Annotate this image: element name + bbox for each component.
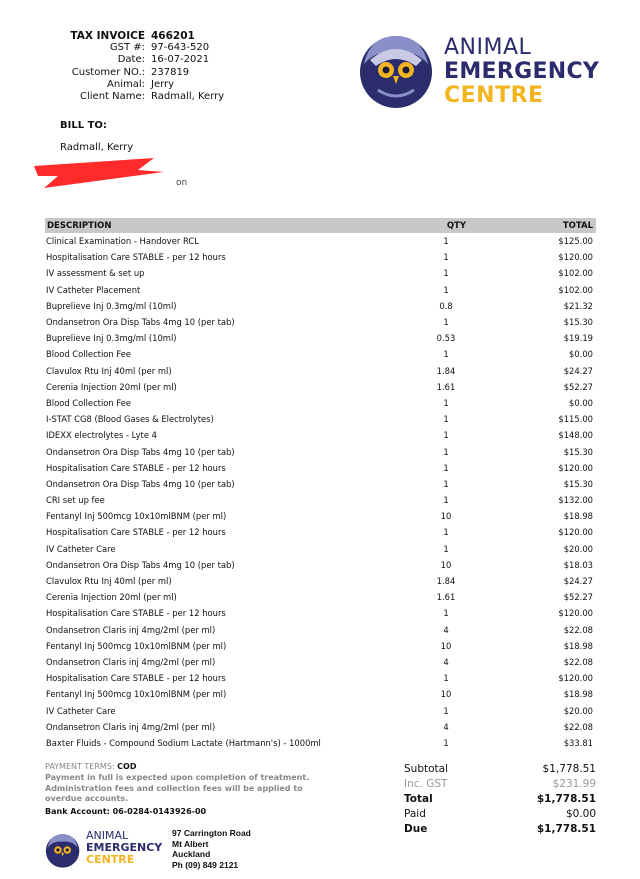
row-total: $15.30 [563, 446, 593, 457]
redaction-mark [34, 152, 164, 190]
table-body [45, 233, 596, 751]
row-total: $18.98 [563, 689, 593, 700]
row-total: $21.32 [563, 300, 593, 311]
row-total: $19.19 [563, 333, 593, 344]
row-qty: 10 [440, 640, 452, 651]
company-logo [356, 30, 600, 110]
tax-invoice-label: TAX INVOICE [70, 30, 145, 42]
row-total: $22.08 [563, 721, 593, 732]
row-description: Baxter Fluids - Compound Sodium Lactate (Hartmann's) - 1000ml [46, 737, 321, 748]
row-description: Ondansetron Claris inj 4mg/2ml (per ml) [46, 656, 216, 667]
table-row [45, 427, 596, 443]
address-line-1: 97 Carrington Road [172, 828, 251, 838]
customer-no: 237819 [151, 66, 190, 78]
row-description: Buprelieve Inj 0.3mg/ml (10ml) [46, 300, 177, 311]
table-row [45, 330, 596, 346]
table-row [45, 379, 596, 395]
bank-account: Bank Account: 06-0284-0143926-00 [45, 807, 207, 817]
row-qty: 0.8 [439, 300, 453, 311]
clinic-phone: Ph (09) 849 2121 [172, 859, 239, 870]
row-total: $15.30 [563, 317, 593, 328]
table-row [45, 346, 596, 362]
table-row [45, 460, 596, 476]
row-total: $18.98 [563, 511, 593, 522]
row-description: Hospitalisation Care STABLE - per 12 hours [46, 252, 226, 263]
row-description: Ondansetron Ora Disp Tabs 4mg 10 (per tab) [46, 478, 235, 489]
row-total: $15.30 [563, 478, 593, 489]
row-description: Cerenia Injection 20ml (per ml) [46, 381, 177, 392]
row-total: $18.98 [563, 640, 593, 651]
animal-name: Jerry [151, 78, 175, 90]
row-qty: 1 [443, 737, 449, 748]
table-row [45, 298, 596, 314]
row-qty: 4 [443, 656, 449, 667]
due-row [404, 822, 596, 837]
table-row [45, 686, 596, 702]
row-description: Hospitalisation Care STABLE - per 12 hours [46, 673, 226, 684]
row-description: IV Catheter Care [46, 705, 116, 716]
header-qty: QTY [446, 220, 466, 231]
due-value: $1,778.51 [536, 823, 596, 835]
row-total: $22.08 [563, 624, 593, 635]
animal-label: Animal: [107, 78, 145, 90]
bill-to-partial-text: on [176, 178, 188, 188]
subtotal-label: Subtotal [404, 763, 448, 775]
table-row [45, 524, 596, 540]
row-qty: 1.61 [436, 381, 456, 392]
row-total: $0.00 [569, 349, 593, 360]
footer-logo-centre: CENTRE [86, 853, 135, 866]
footer-logo [44, 828, 174, 870]
row-total: $20.00 [563, 543, 593, 554]
owl-icon [356, 30, 442, 110]
row-qty: 1 [443, 349, 449, 360]
gst-number: 97-643-520 [151, 42, 210, 54]
client-name-label: Client Name: [80, 91, 145, 103]
row-total: $102.00 [558, 268, 593, 279]
row-total: $120.00 [558, 608, 593, 619]
table-row [45, 702, 596, 718]
paid-label: Paid [404, 808, 426, 820]
total-row [404, 792, 596, 807]
table-row [45, 670, 596, 686]
table-row [45, 249, 596, 265]
table-row [45, 541, 596, 557]
row-qty: 10 [440, 689, 452, 700]
totals-block [404, 762, 596, 837]
row-qty: 1 [443, 430, 449, 441]
inc-gst-label: Inc. GST [404, 778, 448, 790]
row-qty: 10 [440, 511, 452, 522]
row-total: $148.00 [558, 430, 593, 441]
customer-no-label: Customer NO.: [71, 66, 145, 78]
row-description: IV Catheter Care [46, 543, 116, 554]
row-total: $33.81 [563, 737, 593, 748]
total-label: Total [404, 793, 433, 805]
header-total: TOTAL [562, 220, 593, 231]
row-total: $120.00 [558, 673, 593, 684]
table-row [45, 443, 596, 459]
table-row [45, 654, 596, 670]
tax-invoice-row [70, 30, 224, 42]
row-description: Ondansetron Claris inj 4mg/2ml (per ml) [46, 624, 216, 635]
row-description: IV Catheter Placement [46, 284, 141, 295]
invoice-header [70, 30, 224, 103]
table-row [45, 605, 596, 621]
row-qty: 1 [443, 446, 449, 457]
row-description: Clinical Examination - Handover RCL [46, 236, 199, 247]
table-header [45, 218, 596, 233]
gst-row [70, 42, 224, 54]
table-row [45, 719, 596, 735]
gst-label: GST #: [109, 42, 145, 54]
logo-line-animal: ANIMAL [444, 35, 532, 60]
row-description: Blood Collection Fee [46, 397, 132, 408]
animal-row [70, 79, 224, 91]
table-row [45, 363, 596, 379]
table-row [45, 233, 596, 249]
row-total: $120.00 [558, 462, 593, 473]
table-row [45, 573, 596, 589]
row-description: Ondansetron Ora Disp Tabs 4mg 10 (per tab) [46, 317, 235, 328]
row-qty: 1 [443, 284, 449, 295]
table-row [45, 638, 596, 654]
row-total: $120.00 [558, 527, 593, 538]
footer-logo-animal: ANIMAL [86, 829, 129, 842]
inc-gst-value: $231.99 [552, 778, 596, 790]
row-qty: 4 [443, 721, 449, 732]
client-name-row [70, 91, 224, 103]
footer-logo-emergency: EMERGENCY [86, 841, 163, 854]
customer-no-row [70, 67, 224, 79]
table-row [45, 492, 596, 508]
table-row [45, 589, 596, 605]
date-row [70, 54, 224, 66]
footer-logo-wordmark [86, 830, 162, 866]
row-description: Cerenia Injection 20ml (per ml) [46, 592, 177, 603]
table-row [45, 282, 596, 298]
row-description: Hospitalisation Care STABLE - per 12 hours [46, 527, 226, 538]
row-total: $24.27 [563, 365, 593, 376]
row-total: $52.27 [563, 592, 593, 603]
row-qty: 1 [443, 608, 449, 619]
logo-wordmark [444, 36, 599, 108]
row-description: I-STAT CG8 (Blood Gases & Electrolytes) [46, 414, 214, 425]
due-label: Due [404, 823, 428, 835]
payment-terms-label: PAYMENT TERMS: [45, 762, 115, 771]
invoice-date: 16-07-2021 [151, 54, 210, 66]
row-qty: 1 [443, 268, 449, 279]
row-qty: 10 [440, 559, 452, 570]
row-description: Hospitalisation Care STABLE - per 12 hours [46, 608, 226, 619]
row-description: IDEXX electrolytes - Lyte 4 [46, 430, 157, 441]
bill-to-name: Radmall, Kerry [60, 142, 134, 153]
line-items-table [45, 218, 596, 751]
row-qty: 1.84 [436, 576, 456, 587]
row-total: $22.08 [563, 656, 593, 667]
paid-row [404, 807, 596, 822]
row-total: $0.00 [569, 397, 593, 408]
payment-note-1: Payment in full is expected upon completion of treatment. [45, 772, 310, 782]
payment-note-2: Administration fees and collection fees will be applied to [45, 783, 303, 793]
subtotal-value: $1,778.51 [542, 763, 596, 775]
row-qty: 0.53 [436, 333, 456, 344]
subtotal-row [404, 762, 596, 777]
row-total: $52.27 [563, 381, 593, 392]
date-label: Date: [117, 54, 145, 66]
table-row [45, 508, 596, 524]
row-qty: 1 [443, 478, 449, 489]
row-total: $20.00 [563, 705, 593, 716]
row-qty: 4 [443, 624, 449, 635]
table-row [45, 557, 596, 573]
row-total: $24.27 [563, 576, 593, 587]
row-description: Fentanyl Inj 500mcg 10x10mlBNM (per ml) [46, 689, 227, 700]
bill-to-label: BILL TO: [60, 120, 107, 131]
table-row [45, 476, 596, 492]
logo-line-emergency: EMERGENCY [444, 59, 600, 84]
row-qty: 1 [443, 317, 449, 328]
payment-terms-value: COD [117, 762, 137, 771]
payment-note-3: overdue accounts. [45, 794, 129, 804]
row-qty: 1 [443, 414, 449, 425]
row-total: $18.03 [563, 559, 593, 570]
row-total: $102.00 [558, 284, 593, 295]
client-name: Radmall, Kerry [151, 91, 225, 103]
row-total: $132.00 [558, 495, 593, 506]
tax-invoice-number: 466201 [151, 30, 195, 42]
row-qty: 1 [443, 495, 449, 506]
logo-line-centre: CENTRE [444, 83, 544, 108]
row-qty: 1 [443, 252, 449, 263]
row-qty: 1 [443, 527, 449, 538]
row-description: Buprelieve Inj 0.3mg/ml (10ml) [46, 333, 177, 344]
row-qty: 1 [443, 236, 449, 247]
row-qty: 1 [443, 397, 449, 408]
address-line-3: Auckland [172, 849, 211, 859]
address-line-2: Mt Albert [172, 838, 209, 849]
row-description: Hospitalisation Care STABLE - per 12 hours [46, 462, 226, 473]
row-description: Blood Collection Fee [46, 349, 132, 360]
table-row [45, 411, 596, 427]
table-row [45, 622, 596, 638]
row-description: Ondansetron Ora Disp Tabs 4mg 10 (per tab) [46, 559, 235, 570]
row-description: Ondansetron Ora Disp Tabs 4mg 10 (per tab) [46, 446, 235, 457]
header-description: DESCRIPTION [47, 220, 112, 231]
row-total: $115.00 [558, 414, 593, 425]
payment-terms [45, 762, 345, 773]
row-description: Clavulox Rtu Inj 40ml (per ml) [46, 576, 172, 587]
row-description: Clavulox Rtu Inj 40ml (per ml) [46, 365, 172, 376]
row-description: Fentanyl Inj 500mcg 10x10mlBNM (per ml) [46, 511, 227, 522]
table-row [45, 265, 596, 281]
row-qty: 1 [443, 673, 449, 684]
row-description: CRI set up fee [46, 495, 105, 506]
table-row [45, 314, 596, 330]
row-qty: 1 [443, 462, 449, 473]
clinic-address [172, 828, 251, 870]
paid-value: $0.00 [565, 808, 596, 820]
row-qty: 1.84 [436, 365, 456, 376]
row-qty: 1 [443, 543, 449, 554]
total-value: $1,778.51 [536, 793, 596, 805]
row-total: $125.00 [558, 236, 593, 247]
row-total: $120.00 [558, 252, 593, 263]
row-description: Ondansetron Claris inj 4mg/2ml (per ml) [46, 721, 216, 732]
table-row [45, 735, 596, 751]
row-qty: 1.61 [436, 592, 456, 603]
table-row [45, 395, 596, 411]
owl-icon [44, 830, 84, 870]
payment-terms-block [45, 762, 345, 818]
row-description: IV assessment & set up [46, 268, 145, 279]
row-qty: 1 [443, 705, 449, 716]
row-description: Fentanyl Inj 500mcg 10x10mlBNM (per ml) [46, 640, 227, 651]
gst-total-row [404, 777, 596, 792]
